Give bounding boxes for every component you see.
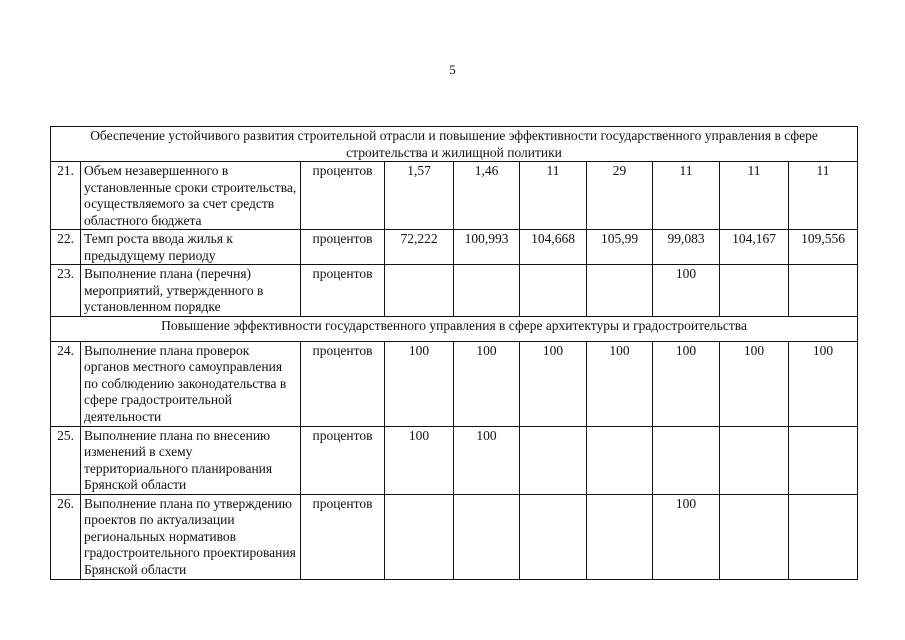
value-cell (520, 265, 587, 317)
table-row (51, 494, 858, 579)
value-cell: 100 (587, 341, 653, 426)
value-cell: 100 (520, 341, 587, 426)
indicator-name: Выполнение плана (перечня) мероприятий, утвержденного в установленном порядке (81, 265, 301, 317)
value-cell: 100 (653, 494, 720, 579)
value-cell: 100 (454, 426, 520, 494)
value-cell: 100,993 (454, 230, 520, 265)
value-cell (520, 426, 587, 494)
unit-cell: процентов (301, 230, 385, 265)
value-cell (720, 494, 789, 579)
value-cell: 109,556 (789, 230, 858, 265)
table-row (51, 341, 858, 426)
value-cell (454, 494, 520, 579)
value-cell: 104,167 (720, 230, 789, 265)
value-cell (789, 494, 858, 579)
value-cell (587, 265, 653, 317)
table-row (51, 162, 858, 230)
row-number: 26. (51, 494, 81, 579)
row-number: 24. (51, 341, 81, 426)
indicators-table (50, 126, 858, 580)
indicator-name: Темп роста ввода жилья к предыдущему периоду (81, 230, 301, 265)
value-cell: 1,57 (385, 162, 454, 230)
value-cell: 29 (587, 162, 653, 230)
value-cell (720, 265, 789, 317)
value-cell: 100 (385, 341, 454, 426)
row-number: 25. (51, 426, 81, 494)
value-cell: 100 (720, 341, 789, 426)
value-cell: 11 (653, 162, 720, 230)
unit-cell: процентов (301, 494, 385, 579)
value-cell (385, 265, 454, 317)
value-cell: 11 (720, 162, 789, 230)
indicator-name: Объем незавершенного в установленные сроки строительства, осуществляемого за счет средств областного бюджета (81, 162, 301, 230)
value-cell (720, 426, 789, 494)
unit-cell: процентов (301, 162, 385, 230)
value-cell: 99,083 (653, 230, 720, 265)
value-cell: 11 (520, 162, 587, 230)
value-cell: 1,46 (454, 162, 520, 230)
indicator-name: Выполнение плана по утверждению проектов по актуализации региональных нормативов градостроительного проектирования Брянской области (81, 494, 301, 579)
table-row (51, 426, 858, 494)
value-cell (385, 494, 454, 579)
row-number: 23. (51, 265, 81, 317)
section-title: Повышение эффективности государственного управления в сфере архитектуры и градостроительства (51, 316, 858, 341)
table-row (51, 265, 858, 317)
value-cell: 100 (789, 341, 858, 426)
value-cell (454, 265, 520, 317)
indicator-name: Выполнение плана по внесению изменений в схему территориального планирования Брянской области (81, 426, 301, 494)
value-cell (789, 265, 858, 317)
unit-cell: процентов (301, 426, 385, 494)
section-header-row (51, 127, 858, 162)
value-cell (520, 494, 587, 579)
table-row (51, 230, 858, 265)
value-cell: 100 (653, 265, 720, 317)
indicator-name: Выполнение плана проверок органов местного самоуправления по соблюдению законодательства в сфере градостроительной деятельности (81, 341, 301, 426)
value-cell: 11 (789, 162, 858, 230)
value-cell (653, 426, 720, 494)
unit-cell: процентов (301, 341, 385, 426)
value-cell (587, 494, 653, 579)
row-number: 22. (51, 230, 81, 265)
section-header-row (51, 316, 858, 341)
value-cell: 100 (653, 341, 720, 426)
value-cell: 100 (454, 341, 520, 426)
value-cell: 72,222 (385, 230, 454, 265)
page-number: 5 (449, 62, 456, 77)
section-title: Обеспечение устойчивого развития строительной отрасли и повышение эффективности государственного управления в сфере строительства и жилищной политики (51, 127, 858, 162)
value-cell (789, 426, 858, 494)
unit-cell: процентов (301, 265, 385, 317)
value-cell (587, 426, 653, 494)
row-number: 21. (51, 162, 81, 230)
value-cell: 105,99 (587, 230, 653, 265)
value-cell: 100 (385, 426, 454, 494)
value-cell: 104,668 (520, 230, 587, 265)
